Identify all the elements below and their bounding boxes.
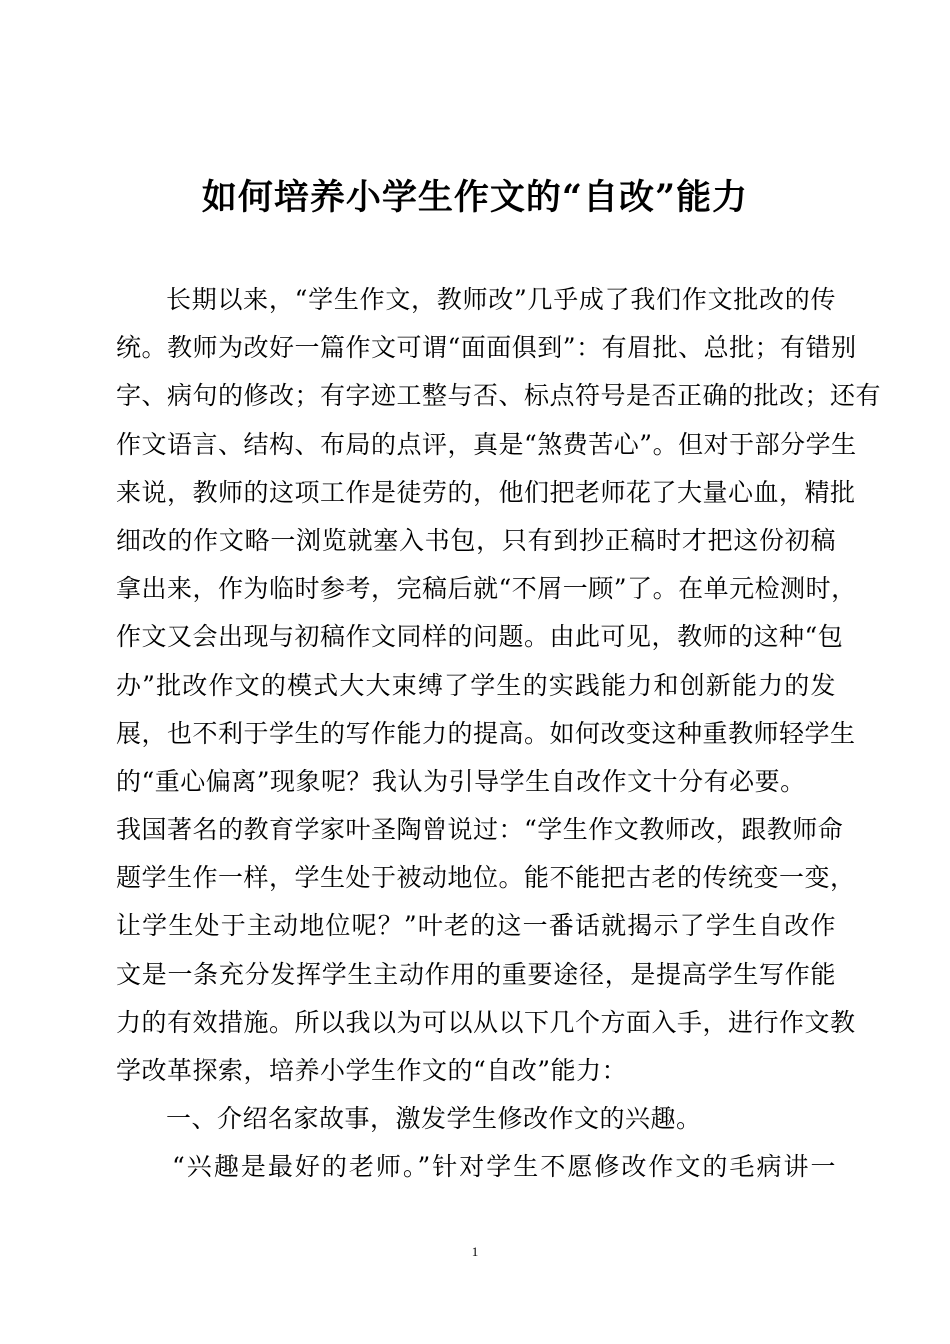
text-line: 力的有效措施。所以我以为可以从以下几个方面入手，进行作文教 [116, 1007, 856, 1037]
page-number: 1 [471, 1244, 479, 1259]
text-line: 学改革探索，培养小学生作文的“自改”能力： [116, 1056, 628, 1085]
text-line: 展，也不利于学生的写作能力的提高。如何改变这种重教师轻学生 [116, 718, 856, 748]
document-body [116, 276, 882, 1192]
text-line: 来说，教师的这项工作是徒劳的，他们把老师花了大量心血，精批 [116, 477, 856, 507]
text-line: 长期以来，“学生作文，教师改”几乎成了我们作文批改的传 [166, 285, 836, 314]
document-title: 如何培养小学生作文的“自改”能力 [201, 177, 749, 218]
text-line: 作文语言、结构、布局的点评，真是“煞费苦心”。但对于部分学生 [116, 429, 857, 459]
text-line: 我国著名的教育学家叶圣陶曾说过：“学生作文教师改，跟教师命 [116, 815, 844, 845]
text-line: 文是一条充分发挥学生主动作用的重要途径，是提高学生写作能 [116, 959, 836, 989]
text-line: “兴趣是最好的老师。”针对学生不愿修改作文的毛病讲一 [172, 1152, 836, 1182]
text-line: 拿出来，作为临时参考，完稿后就“不屑一顾”了。在单元检测时， [116, 574, 857, 604]
text-line: 细改的作文略一浏览就塞入书包，只有到抄正稿时才把这份初稿 [116, 525, 836, 555]
text-line: 题学生作一样，学生处于被动地位。能不能把古老的传统变一变， [116, 863, 856, 893]
text-line: 办”批改作文的模式大大束缚了学生的实践能力和创新能力的发 [116, 670, 836, 700]
text-line: 的“重心偏离”现象呢？我认为引导学生自改作文十分有必要。 [116, 766, 806, 796]
text-line: 字、病句的修改；有字迹工整与否、标点符号是否正确的批改；还有 [116, 381, 882, 411]
text-line: 作文又会出现与初稿作文同样的问题。由此可见，教师的这种“包 [116, 622, 844, 652]
text-line: 让学生处于主动地位呢？”叶老的这一番话就揭示了学生自改作 [116, 911, 836, 941]
section-heading: 一、介绍名家故事，激发学生修改作文的兴趣。 [166, 1104, 702, 1134]
text-line: 统。教师为改好一篇作文可谓“面面俱到”：有眉批、总批；有错别 [116, 333, 857, 363]
